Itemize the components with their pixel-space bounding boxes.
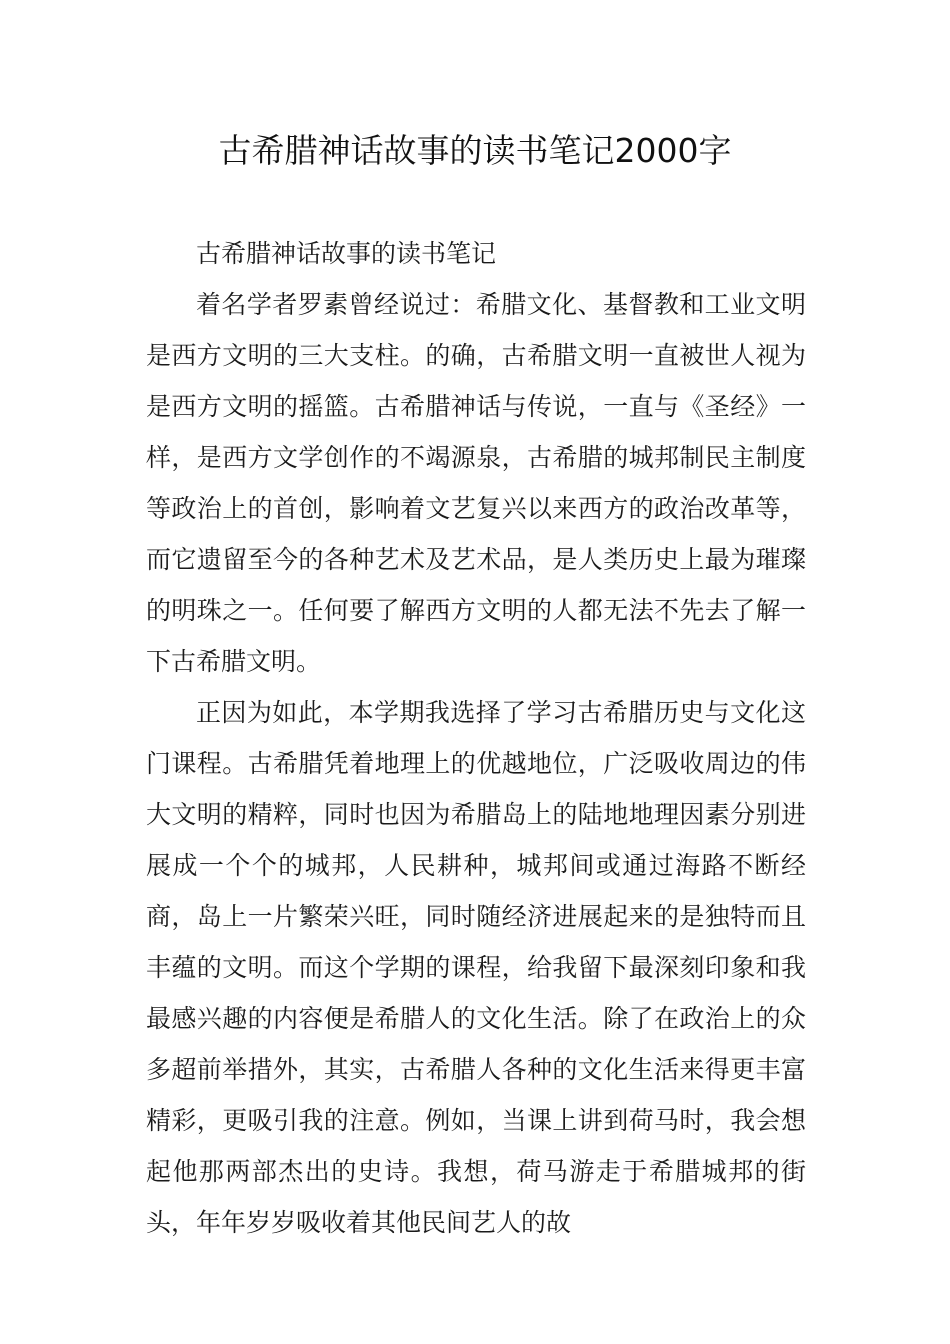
document-body [146,228,806,1248]
document-title: 古希腊神话故事的读书笔记2000字 [218,131,732,170]
document-subtitle: 古希腊神话故事的读书笔记 [196,239,497,268]
body-paragraph: 着名学者罗素曾经说过：希腊文化、基督教和工业文明是西方文明的三大支柱。的确，古希腊文明一直被世人视为是西方文明的摇篮。古希腊神话与传说，一直与《圣经》一样，是西方文学创作的不竭源泉，古希腊的城邦制民主制度等政治上的首创，影响着文艺复兴以来西方的政治改革等，而它遗留至今的各种艺术及艺术品，是人类历史上最为璀璨的明珠之一。任何要了解西方文明的人都无法不先去了解一下古希腊文明。 [146,290,806,676]
body-paragraph: 正因为如此，本学期我选择了学习古希腊历史与文化这门课程。古希腊凭着地理上的优越地位，广泛吸收周边的伟大文明的精粹，同时也因为希腊岛上的陆地地理因素分别进展成一个个的城邦，人民耕种，城邦间或通过海路不断经商，岛上一片繁荣兴旺，同时随经济进展起来的是独特而且丰蕴的文明。而这个学期的课程，给我留下最深刻印象和我最感兴趣的内容便是希腊人的文化生活。除了在政治上的众多超前举措外，其实，古希腊人各种的文化生活来得更丰富精彩，更吸引我的注意。例如，当课上讲到荷马时，我会想起他那两部杰出的史诗。我想，荷马游走于希腊城邦的街头，年年岁岁吸收着其他民间艺人的故 [146,698,806,1237]
